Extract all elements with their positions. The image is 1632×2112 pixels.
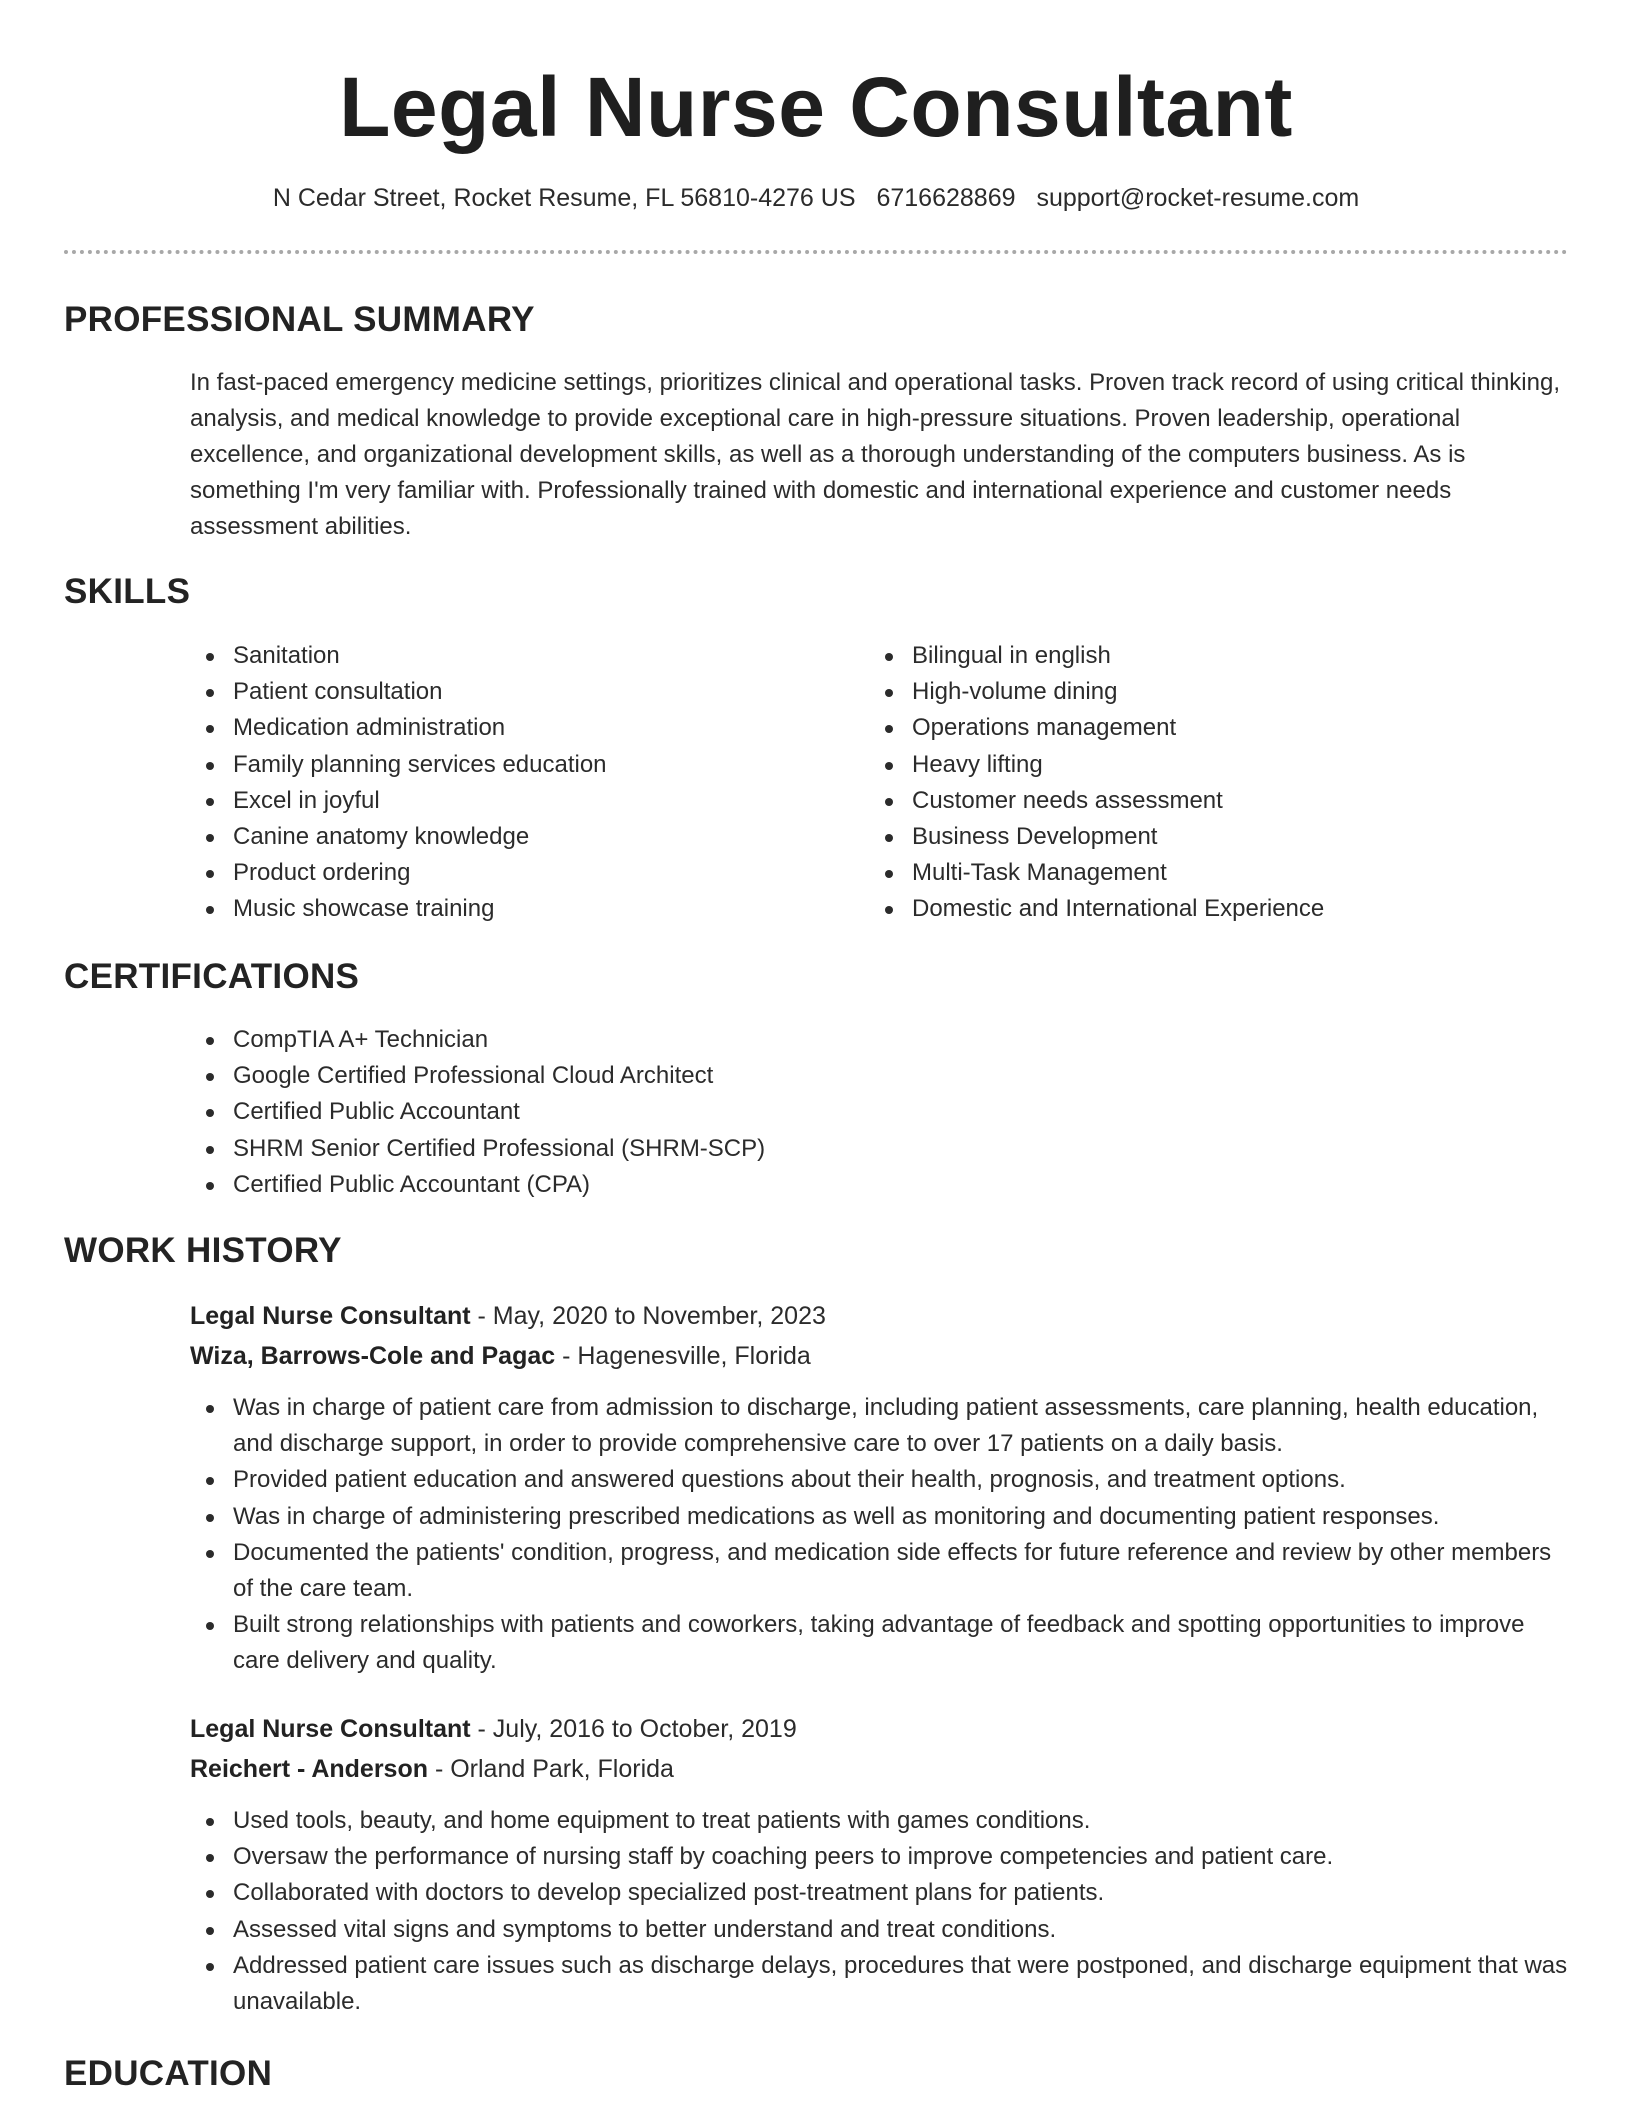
list-item: High-volume dining bbox=[869, 674, 1569, 710]
job-dates: - May, 2020 to November, 2023 bbox=[470, 1302, 826, 1330]
list-item: Built strong relationships with patients and coworkers, taking advantage of feedback and spotting opportunities to improve care delivery and quality. bbox=[190, 1607, 1570, 1679]
skills-list-right bbox=[869, 638, 1569, 928]
list-item: Was in charge of patient care from admission to discharge, including patient assessments, care planning, health education, and discharge support, in order to provide comprehensive care to over 17 patients on a daily basis. bbox=[190, 1390, 1570, 1462]
job-title-line bbox=[190, 1298, 826, 1334]
list-item: Music showcase training bbox=[190, 891, 850, 927]
list-item: Customer needs assessment bbox=[869, 783, 1569, 819]
job-company: Reichert - Anderson bbox=[190, 1755, 429, 1783]
email: support@rocket-resume.com bbox=[1036, 184, 1360, 212]
contact-line bbox=[0, 180, 1632, 216]
section-title-certifications: CERTIFICATIONS bbox=[64, 957, 360, 996]
section-title-work-history: WORK HISTORY bbox=[64, 1231, 342, 1270]
section-title-summary: PROFESSIONAL SUMMARY bbox=[64, 300, 535, 339]
candidate-name: Legal Nurse Consultant bbox=[339, 60, 1293, 154]
list-item: Patient consultation bbox=[190, 674, 850, 710]
job-company-line bbox=[190, 1751, 674, 1787]
list-item: Domestic and International Experience bbox=[869, 891, 1569, 927]
list-item: Heavy lifting bbox=[869, 747, 1569, 783]
list-item: Collaborated with doctors to develop specialized post-treatment plans for patients. bbox=[190, 1875, 1570, 1911]
header-divider bbox=[64, 250, 1568, 254]
job-role: Legal Nurse Consultant bbox=[190, 1302, 471, 1330]
address: N Cedar Street, Rocket Resume, FL 56810-4276 US bbox=[272, 184, 856, 212]
list-item: Certified Public Accountant bbox=[190, 1094, 1570, 1130]
list-item: Addressed patient care issues such as discharge delays, procedures that were postponed, and discharge equipment that was unavailable. bbox=[190, 1948, 1570, 2020]
list-item: Bilingual in english bbox=[869, 638, 1569, 674]
job-location: - Orland Park, Florida bbox=[428, 1755, 674, 1783]
list-item: Oversaw the performance of nursing staff by coaching peers to improve competencies and patient care. bbox=[190, 1839, 1570, 1875]
list-item: Product ordering bbox=[190, 855, 850, 891]
job-role: Legal Nurse Consultant bbox=[190, 1715, 471, 1743]
job-company: Wiza, Barrows-Cole and Pagac bbox=[190, 1342, 556, 1370]
list-item: Family planning services education bbox=[190, 747, 850, 783]
job-location: - Hagenesville, Florida bbox=[555, 1342, 811, 1370]
job-company-line bbox=[190, 1338, 811, 1374]
list-item: Multi-Task Management bbox=[869, 855, 1569, 891]
list-item: Was in charge of administering prescribed medications as well as monitoring and documenting patient responses. bbox=[190, 1499, 1570, 1535]
job-bullets bbox=[190, 1803, 1570, 2020]
list-item: Excel in joyful bbox=[190, 783, 850, 819]
section-title-education: EDUCATION bbox=[64, 2054, 273, 2093]
list-item: Sanitation bbox=[190, 638, 850, 674]
list-item: Business Development bbox=[869, 819, 1569, 855]
job-dates: - July, 2016 to October, 2019 bbox=[470, 1715, 797, 1743]
list-item: SHRM Senior Certified Professional (SHRM-SCP) bbox=[190, 1131, 1570, 1167]
list-item: Medication administration bbox=[190, 710, 850, 746]
list-item: Certified Public Accountant (CPA) bbox=[190, 1167, 1570, 1203]
job-title-line bbox=[190, 1711, 797, 1747]
list-item: Assessed vital signs and symptoms to better understand and treat conditions. bbox=[190, 1912, 1570, 1948]
summary-text: In fast-paced emergency medicine settings, prioritizes clinical and operational tasks. Proven track record of using critical thinking, analysis, and medical knowledge to provide exceptional care in high-pressure situations. Proven leadership, operational excellence, and organizational development skills, as well as a thorough understanding of the computers business. As is something I'm very familiar with. Professionally trained with domestic and international experience and customer needs assessment abilities. bbox=[190, 369, 1560, 540]
list-item: Google Certified Professional Cloud Architect bbox=[190, 1058, 1570, 1094]
list-item: Documented the patients' condition, progress, and medication side effects for future reference and review by other members of the care team. bbox=[190, 1535, 1570, 1607]
phone: 6716628869 bbox=[876, 184, 1016, 212]
list-item: Used tools, beauty, and home equipment to treat patients with games conditions. bbox=[190, 1803, 1570, 1839]
skills-list-left bbox=[190, 638, 850, 928]
section-title-skills: SKILLS bbox=[64, 572, 191, 611]
list-item: Provided patient education and answered questions about their health, prognosis, and treatment options. bbox=[190, 1462, 1570, 1498]
list-item: CompTIA A+ Technician bbox=[190, 1022, 1570, 1058]
certifications-list bbox=[190, 1022, 1570, 1203]
list-item: Canine anatomy knowledge bbox=[190, 819, 850, 855]
job-bullets bbox=[190, 1390, 1570, 1680]
list-item: Operations management bbox=[869, 710, 1569, 746]
